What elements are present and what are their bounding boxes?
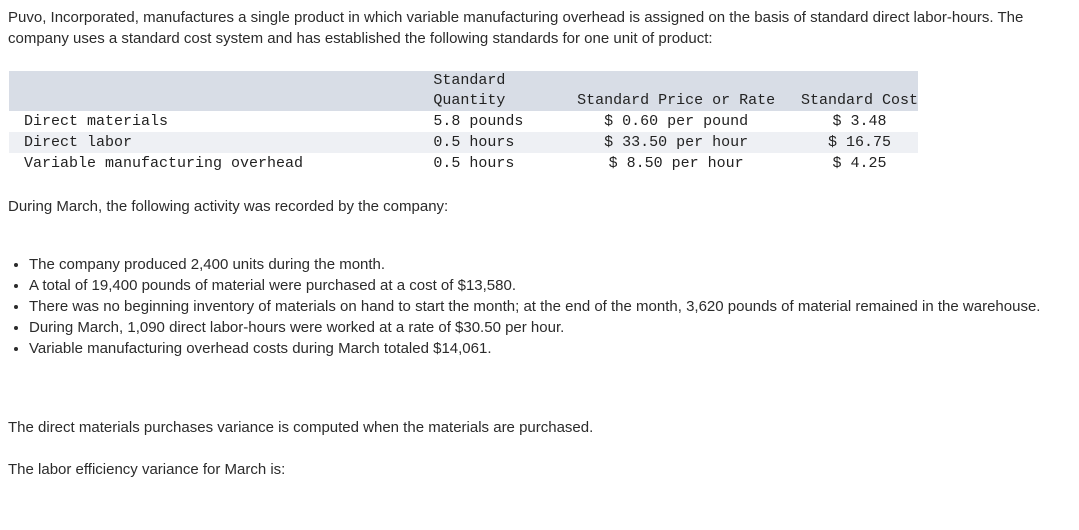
row-price: $ 33.50 per hour (604, 134, 749, 151)
row-price: $ 0.60 per pound (604, 113, 749, 130)
row-quantity: 0.5 hours (433, 155, 515, 172)
row-quantity: 0.5 hours (433, 134, 515, 151)
table-row-variable-overhead (9, 153, 918, 174)
variance-note: The direct materials purchases variance is computed when the materials are purchased. (8, 419, 594, 436)
row-cost: $ 16.75 (827, 134, 891, 151)
row-item: Direct materials (24, 113, 169, 130)
price-header: Standard Price or Rate (577, 92, 776, 109)
list-item: • During March, 1,090 direct labor-hours were worked at a rate of $30.50 per hour. (29, 317, 1079, 338)
quantity-header-line2: Quantity (433, 92, 506, 109)
table-row-direct-materials (9, 111, 918, 132)
table-header-row (9, 71, 918, 111)
row-price: $ 8.50 per hour (608, 155, 744, 172)
list-item: • The company produced 2,400 units during the month. (29, 254, 1079, 275)
activity-list (8, 254, 1079, 359)
problem-intro: Puvo, Incorporated, manufactures a single product in which variable manufacturing overhead is assigned on the basis of standard direct labor-hours. The company uses a standard cost system and has established the following standards for one unit of product: (8, 9, 1024, 47)
table-row-direct-labor (9, 132, 918, 153)
question-prompt: The labor efficiency variance for March is: (8, 461, 286, 478)
standards-table (9, 71, 918, 174)
quantity-header-line1: Standard (433, 72, 506, 89)
cost-header: Standard Cost (800, 92, 918, 109)
row-quantity: 5.8 pounds (433, 113, 524, 130)
list-item: • A total of 19,400 pounds of material were purchased at a cost of $13,580. (29, 275, 1079, 296)
quantity-header (433, 71, 551, 111)
item-header (9, 71, 433, 111)
list-item: • There was no beginning inventory of materials on hand to start the month; at the end of the month, 3,620 pounds of material remained in the warehouse. (29, 296, 1079, 317)
row-item: Variable manufacturing overhead (24, 155, 304, 172)
row-item: Direct labor (24, 134, 133, 151)
list-item: • Variable manufacturing overhead costs during March totaled $14,061. (29, 338, 1079, 359)
row-cost: $ 4.25 (832, 155, 887, 172)
row-cost: $ 3.48 (832, 113, 887, 130)
activity-intro: During March, the following activity was recorded by the company: (8, 198, 449, 215)
